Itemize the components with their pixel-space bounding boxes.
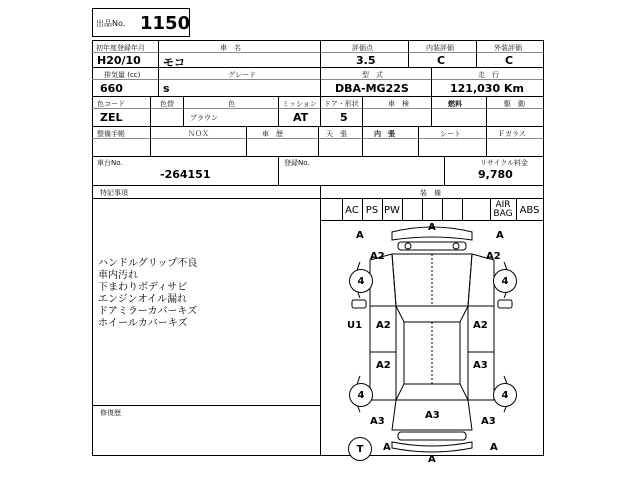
drive-label: 駆 動: [504, 100, 525, 108]
chassis-label: 車台No.: [97, 159, 123, 167]
exterior-score-value: C: [505, 54, 514, 67]
damage-quarter-left: A2: [376, 360, 391, 371]
damage-bottom-left: A: [383, 442, 391, 453]
score-label: 評価点: [352, 44, 373, 52]
model-label: 型 式: [362, 71, 383, 79]
manual-label: 整備手帳: [97, 130, 125, 138]
lot-number: 1150: [140, 13, 191, 34]
mileage-value: 121,030 Km: [450, 82, 524, 95]
tire-rear-right: 4: [493, 383, 517, 407]
reg-value: H20/10: [97, 54, 141, 67]
lot-label: 出品No.: [96, 19, 126, 28]
interior-score-value: C: [437, 54, 446, 67]
equipment-ps: PS: [365, 204, 379, 216]
model-value: DBA-MG22S: [335, 82, 409, 95]
doors-value: 5: [340, 111, 348, 124]
nox-label: ＮＯＸ: [188, 130, 209, 138]
repair-history-label: 修復歴: [100, 409, 121, 417]
damage-front-top: A: [428, 222, 436, 233]
damage-door-right: A2: [473, 320, 488, 331]
name-value: モコ: [163, 56, 185, 69]
inspection-label: 車 検: [388, 100, 409, 108]
history-label: 車 歴: [262, 130, 283, 138]
equipment-label: 装 備: [420, 189, 441, 197]
interior-score-label: 内装評価: [426, 44, 454, 52]
note-item: ドアミラーカバーキズ: [98, 306, 198, 317]
reg-label: 初年度登録年月: [96, 44, 145, 52]
note-item: 車内汚れ: [98, 270, 138, 281]
notes-label: 特記事項: [100, 189, 128, 197]
damage-rear-left: A3: [370, 416, 385, 427]
tire-front-right: 4: [493, 269, 517, 293]
damage-front-right: A: [496, 230, 504, 241]
damage-fender-right: A2: [486, 251, 501, 262]
recycle-label: リサイクル料金: [480, 159, 529, 167]
damage-rear-right: A3: [481, 416, 496, 427]
grade-value: s: [163, 82, 170, 95]
color-value: ブラウン: [190, 114, 218, 122]
recycle-value: 9,780: [478, 168, 513, 181]
damage-rear-door-right: A3: [473, 360, 488, 371]
equipment-ac: AC: [345, 204, 359, 216]
tire-rear-left: 4: [349, 383, 373, 407]
color-code-label: 色コード: [97, 100, 125, 108]
chassis-value: -264151: [160, 168, 211, 181]
equipment-abs: ABS: [519, 204, 540, 216]
note-item: 下まわりボディサビ: [98, 282, 188, 293]
equipment-airbag: [490, 200, 516, 220]
fuel-label: 燃料: [448, 100, 462, 108]
color-code-value: ZEL: [100, 111, 123, 124]
mileage-label: 走 行: [478, 71, 499, 79]
name-label: 車 名: [220, 44, 241, 52]
cc-value: 660: [100, 82, 123, 95]
note-item: ハンドルグリップ不良: [98, 258, 198, 269]
equipment-airbag-text: AIR BAG: [493, 200, 513, 219]
glass-label: Ｆガラス: [498, 130, 526, 138]
damage-door-left: A2: [376, 320, 391, 331]
mission-label: ミッション: [282, 100, 317, 108]
registration-label: 登録No.: [284, 159, 310, 167]
color-label: 色: [228, 100, 235, 108]
equipment-pw: PW: [384, 204, 400, 216]
seat-label: シート: [440, 130, 461, 138]
damage-side-u1: U1: [347, 320, 363, 331]
score-value: 3.5: [356, 54, 376, 67]
tire-front-left: 4: [349, 269, 373, 293]
damage-tail-t: T: [348, 437, 372, 461]
note-item: ホイールカバーキズ: [98, 318, 188, 329]
doors-label: ドア・形状: [324, 100, 359, 108]
note-item: エンジンオイル漏れ: [98, 294, 187, 305]
ceiling-label: 天 張: [326, 130, 347, 138]
damage-bottom-center: A: [428, 454, 436, 465]
damage-front-left: A: [356, 230, 364, 241]
grade-label: グレード: [228, 71, 256, 79]
special-notes: [98, 258, 197, 330]
color-type-label: 色替: [160, 100, 174, 108]
exterior-score-label: 外装評価: [494, 44, 522, 52]
cc-label: 排気量 (cc): [104, 71, 141, 79]
damage-trunk: A3: [425, 410, 440, 421]
damage-fender-left: A2: [370, 251, 385, 262]
interior-trim-label: 内 張: [374, 130, 395, 138]
mission-value: AT: [293, 111, 309, 124]
damage-bottom-right: A: [490, 442, 498, 453]
